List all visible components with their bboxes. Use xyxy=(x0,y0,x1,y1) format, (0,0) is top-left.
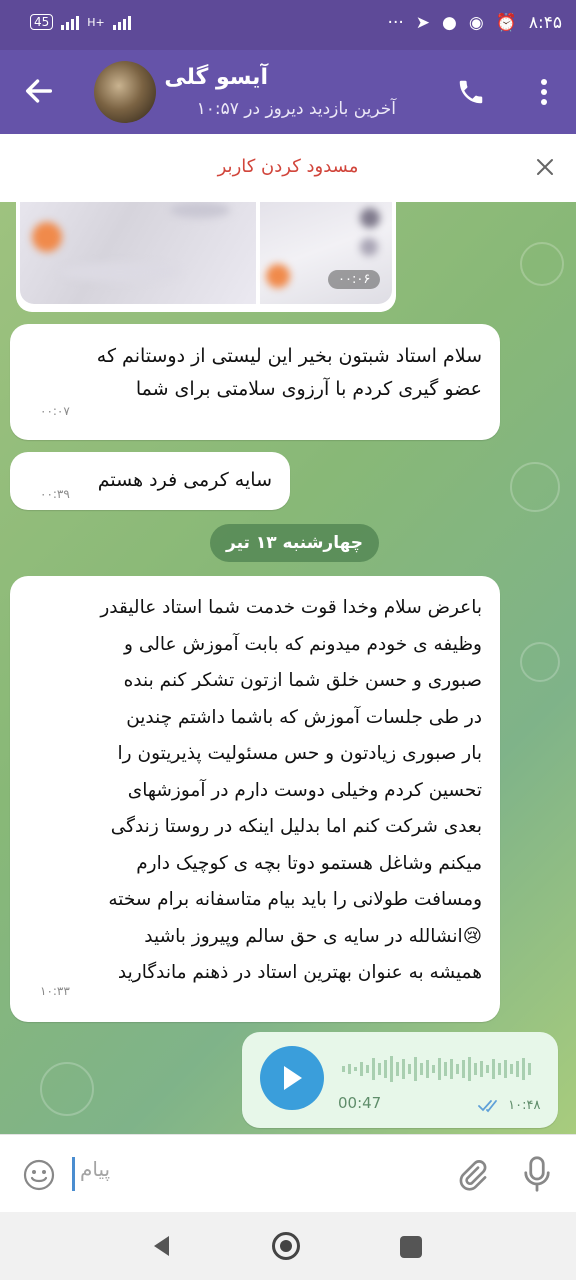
battery-indicator: 45 xyxy=(30,14,53,30)
message-text: سایه کرمی فرد هستم xyxy=(97,469,272,491)
background-doodle xyxy=(520,642,560,682)
message-time: ۱۰:۳۳ xyxy=(40,984,70,998)
waveform[interactable] xyxy=(342,1054,532,1084)
message-composer xyxy=(0,1134,576,1213)
voice-message[interactable] xyxy=(242,1032,558,1128)
clock: ۸:۴۵ xyxy=(528,13,562,33)
mic-icon[interactable] xyxy=(522,1155,552,1193)
chat-header xyxy=(0,50,576,134)
message-bubble[interactable] xyxy=(10,576,500,1022)
media-message[interactable] xyxy=(16,202,396,312)
app-icon: ◉ xyxy=(468,13,484,33)
blurred-image[interactable] xyxy=(20,202,256,304)
avatar[interactable] xyxy=(94,61,156,123)
text-cursor xyxy=(72,1157,75,1191)
nav-recents-icon[interactable] xyxy=(400,1236,422,1258)
background-doodle xyxy=(40,1062,94,1116)
message-input[interactable]: پیام xyxy=(80,1157,111,1181)
attach-icon[interactable] xyxy=(456,1159,488,1191)
signal-icon xyxy=(61,14,79,30)
block-user-button[interactable]: مسدود کردن کاربر xyxy=(217,156,359,177)
date-separator: چهارشنبه ۱۳ تیر xyxy=(210,524,379,562)
status-right xyxy=(388,13,562,33)
play-icon[interactable] xyxy=(282,1064,304,1092)
more-notifications-icon: ··· xyxy=(387,13,404,33)
status-left xyxy=(30,14,131,30)
message-text: سلام استاد شبتون بخیر این لیستی از دوستانم که عضو گیری کردم با آرزوی سلامتی برای شما xyxy=(96,345,482,400)
play-button[interactable] xyxy=(260,1046,324,1110)
nav-back-icon[interactable] xyxy=(150,1234,174,1258)
message-bubble[interactable] xyxy=(10,452,290,510)
phone-icon[interactable] xyxy=(456,77,486,107)
chat-area[interactable] xyxy=(0,202,576,1134)
close-icon[interactable] xyxy=(534,156,556,178)
background-doodle xyxy=(520,242,564,286)
network-type: H+ xyxy=(87,15,105,29)
voice-message-time: ۱۰:۴۸ xyxy=(508,1098,541,1113)
back-arrow-icon[interactable] xyxy=(22,74,56,108)
background-doodle xyxy=(510,462,560,512)
status-bar xyxy=(0,0,576,50)
video-duration: ۰۰:۰۶ xyxy=(328,270,380,289)
more-vertical-icon[interactable] xyxy=(538,77,550,107)
message-time: ۰۰:۳۹ xyxy=(40,487,70,501)
nav-home-icon[interactable] xyxy=(272,1232,300,1260)
message-text: باعرض سلام وخدا قوت خدمت شما استاد عالیقدر وظیفه ی خودم میدونم که بابت آموزش عالی و صبوری و حسن خلق شما ازتون تشکر کنم بنده در طی جلسات آموزش که باشما داشتم چندین بار صبوری زیادتون و حس مسئولیت پذیریتون را تحسین کردم وخیلی دوست دارم در آموزشهای بعدی شرکت کنم اما بدلیل اینکه در روستا زندگی میکنم وشاغل هستمو دوتا بچه ی کوچیک دارم ومسافت طولانی را باید بیام متاسفانه برام سخته 😢انشالله در سایه ی حق سالم وپیروز باشید همیشه به عنوان بهترین استاد در ذهنم ماندگارید xyxy=(100,597,482,983)
chat-icon: ● xyxy=(442,13,457,33)
message-time xyxy=(478,1098,540,1113)
contact-name[interactable]: آیسو گلی xyxy=(164,65,268,90)
signal-icon-2 xyxy=(113,14,131,30)
block-user-banner xyxy=(0,134,576,203)
telegram-icon: ➤ xyxy=(415,13,431,33)
last-seen: آخرین بازدید دیروز در ۱۰:۵۷ xyxy=(196,99,396,119)
emoji-icon[interactable] xyxy=(22,1158,56,1192)
voice-duration: 00:47 xyxy=(338,1094,382,1112)
message-time: ۰۰:۰۷ xyxy=(40,404,70,418)
read-checks-icon xyxy=(478,1099,504,1113)
alarm-icon: ⏰ xyxy=(495,13,517,33)
system-nav-bar xyxy=(0,1212,576,1280)
message-bubble[interactable] xyxy=(10,324,500,440)
